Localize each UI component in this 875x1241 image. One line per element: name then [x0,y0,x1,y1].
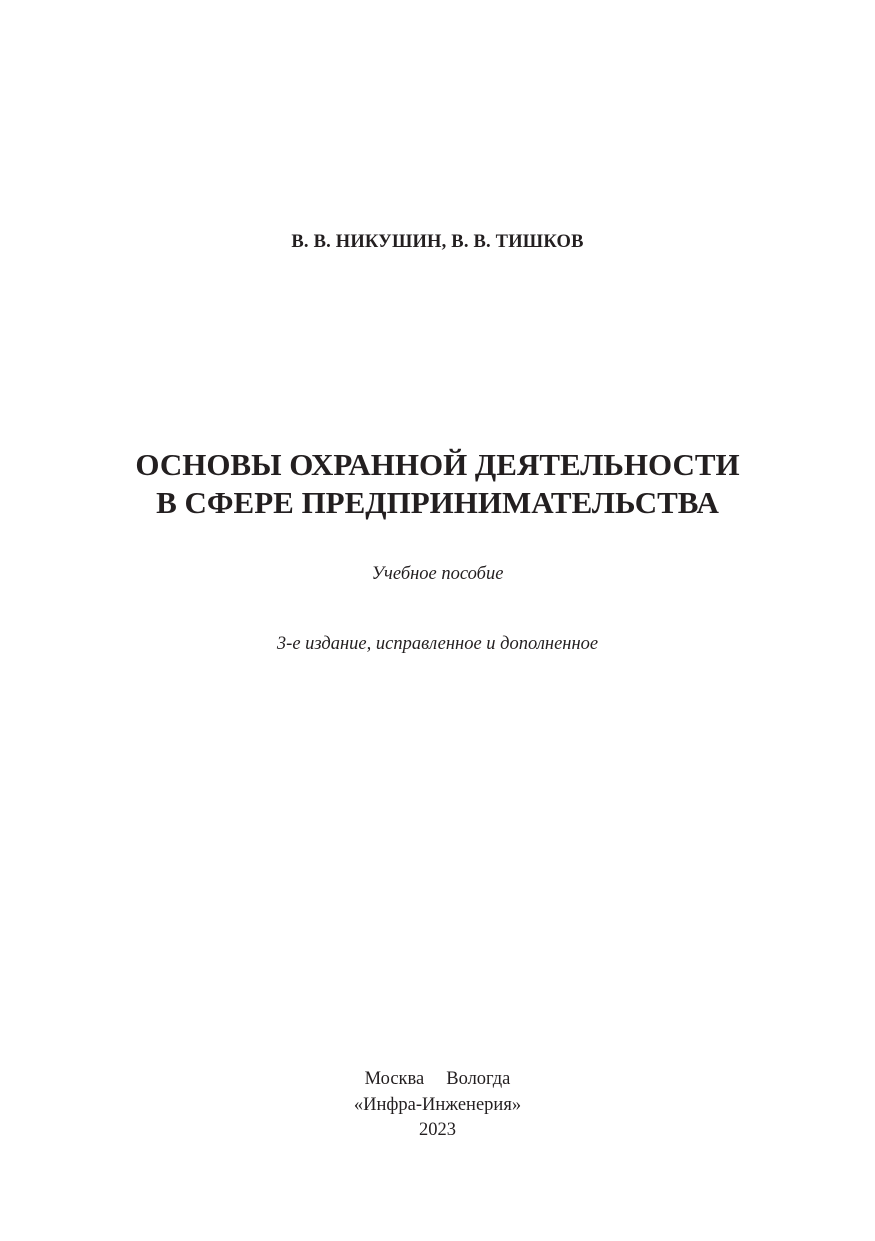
edition-note: 3-е издание, исправленное и дополненное [276,634,599,654]
authors: В. В. НИКУШИН, В. В. ТИШКОВ [291,232,584,252]
book-title-line-1: ОСНОВЫ ОХРАННОЙ ДЕЯТЕЛЬНОСТИ [135,447,740,482]
book-title-line-2: В СФЕРЕ ПРЕДПРИНИМАТЕЛЬСТВА [156,485,719,520]
imprint-city-vologda: Вологда [446,1069,511,1089]
imprint-publisher: «Инфра-Инженерия» [353,1095,522,1115]
imprint-year: 2023 [419,1120,456,1140]
book-subtitle: Учебное пособие [371,564,504,584]
imprint-city-moscow: Москва [364,1069,425,1089]
imprint-cities [0,1069,875,1090]
